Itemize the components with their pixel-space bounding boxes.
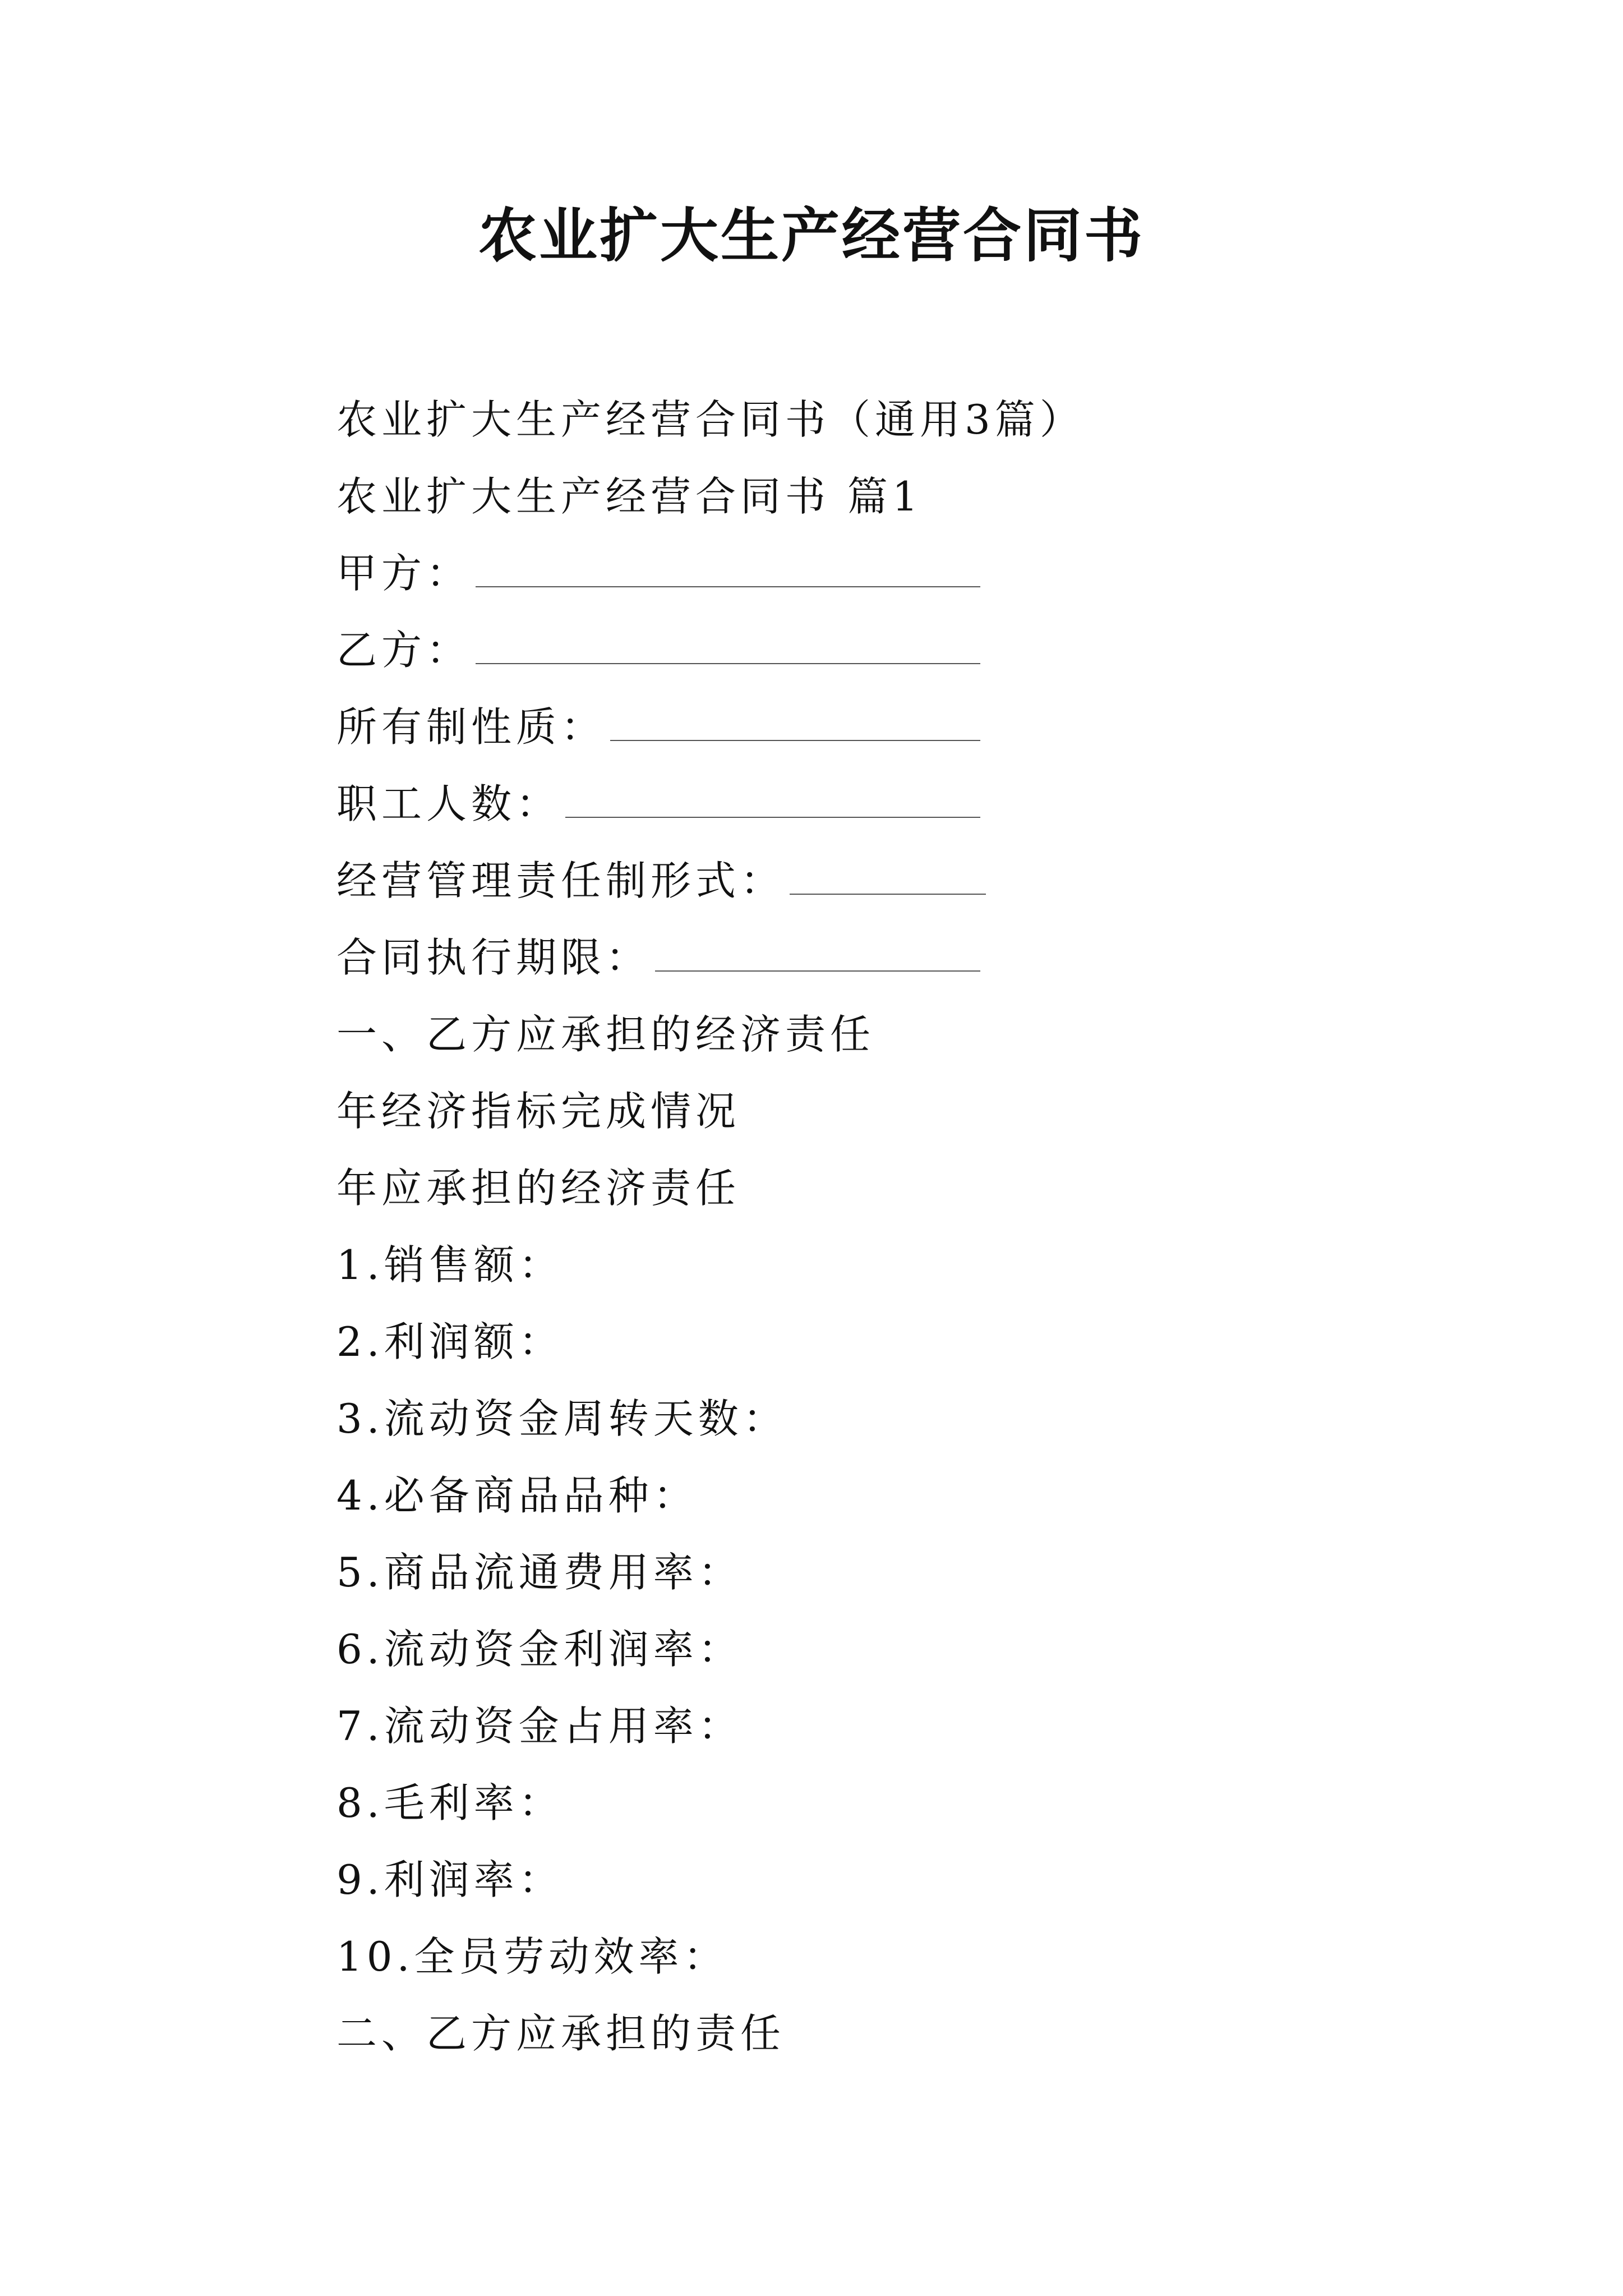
document-subtitle: 农业扩大生产经营合同书（通用3篇） [336, 396, 1085, 443]
list-item: 8.毛利率： [336, 1779, 564, 1826]
contract-term-field [336, 919, 1458, 996]
list-item: 3.流动资金周转天数： [336, 1395, 788, 1442]
management-form-label: 经营管理责任制形式： [336, 857, 786, 904]
section-1-heading: 一、乙方应承担的经济责任 [336, 1011, 875, 1058]
list-item: 5.商品流通费用率： [336, 1549, 743, 1596]
party-b-blank[interactable] [476, 629, 980, 664]
list-item: 10.全员劳动效率： [336, 1933, 728, 1980]
list-item: 6.流动资金利润率： [336, 1626, 743, 1673]
contract-term-blank[interactable] [655, 937, 980, 972]
party-a-field [336, 535, 1458, 612]
management-form-field [336, 843, 1458, 919]
part-heading: 农业扩大生产经营合同书 篇1 [336, 473, 923, 520]
list-item: 7.流动资金占用率： [336, 1703, 743, 1750]
section-1-line: 年应承担的经济责任 [336, 1165, 741, 1212]
list-item: 1.销售额： [336, 1241, 564, 1289]
ownership-field [336, 689, 1458, 766]
party-b-field [336, 612, 1458, 689]
party-a-label: 甲方： [336, 550, 472, 597]
management-form-blank[interactable] [790, 860, 986, 895]
party-a-blank[interactable] [476, 553, 980, 587]
section-1-line: 年经济指标完成情况 [336, 1088, 741, 1135]
staff-count-field [336, 766, 1458, 843]
list-item: 4.必备商品品种： [336, 1472, 698, 1519]
list-item: 9.利润率： [336, 1856, 564, 1903]
party-b-label: 乙方： [336, 627, 472, 674]
staff-count-label: 职工人数： [336, 780, 561, 827]
list-item: 2.利润额： [336, 1318, 564, 1365]
staff-count-blank[interactable] [565, 783, 980, 818]
document-title: 农业扩大生产经营合同书 [478, 201, 1145, 270]
ownership-label: 所有制性质： [336, 703, 606, 751]
section-2-heading: 二、乙方应承担的责任 [336, 2010, 786, 2057]
document-body [336, 381, 1458, 2072]
ownership-blank[interactable] [610, 706, 980, 741]
contract-term-label: 合同执行期限： [336, 934, 651, 981]
